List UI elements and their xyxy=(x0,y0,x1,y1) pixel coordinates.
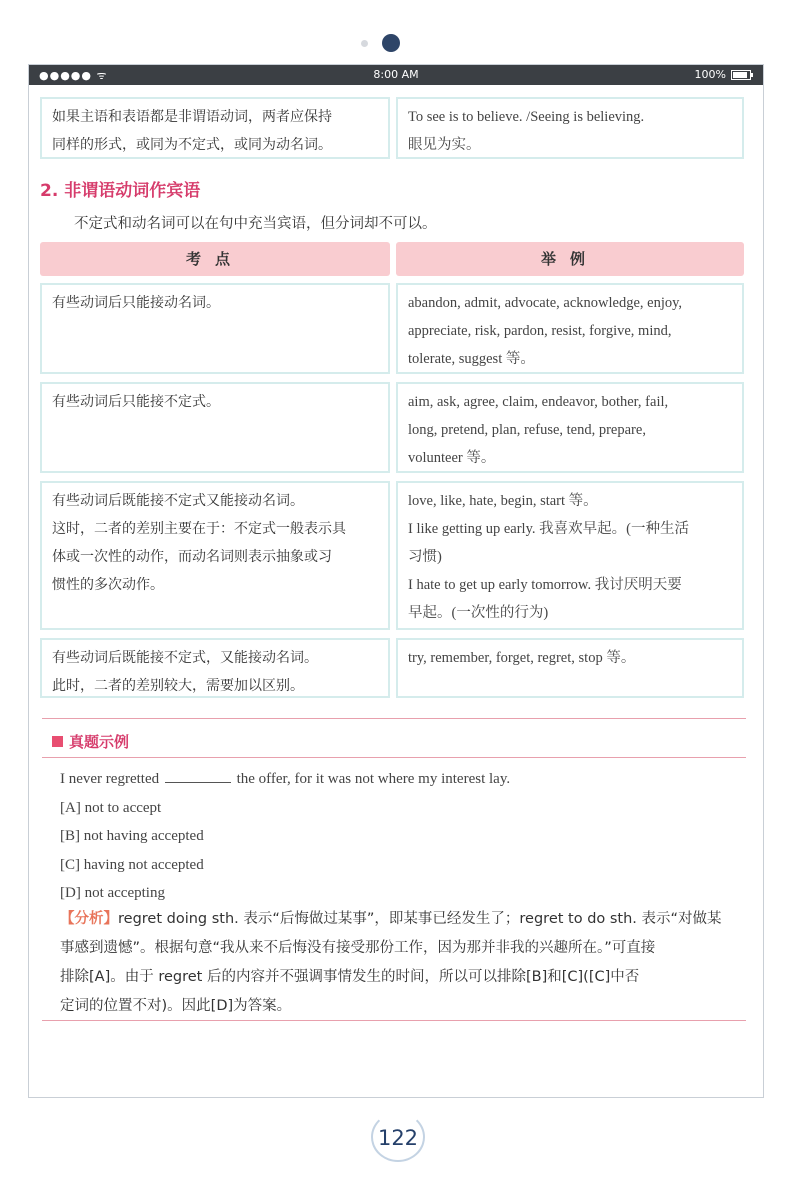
question-part: I never regretted xyxy=(60,771,160,787)
cell-text: 习惯) xyxy=(408,549,442,565)
square-bullet-icon xyxy=(52,736,63,747)
divider-title xyxy=(42,757,746,758)
cell-text: love, like, hate, begin, start 等。 xyxy=(408,493,598,509)
table-row-3-left xyxy=(40,481,390,630)
top-row-left-cell xyxy=(40,97,390,159)
analysis-line xyxy=(60,905,744,934)
cell-text: 如果主语和表语都是非谓语动词，两者应保持 xyxy=(52,109,332,125)
cell-text: 有些动词后只能接动名词。 xyxy=(52,295,220,311)
option-a: [A] not to accept xyxy=(60,799,162,816)
table-row-4-right xyxy=(396,638,744,698)
cell-text: 这时，二者的差别主要在于：不定式一般表示具 xyxy=(52,521,346,537)
analysis-block xyxy=(60,905,744,1021)
status-time: 8:00 AM xyxy=(373,68,419,81)
analysis-line: 事感到遗憾”。根据句意“我从来不后悔没有接受那份工作，因为那并非我的兴趣所在。”可直接 xyxy=(60,940,656,956)
cell-text: 早起。(一次性的行为) xyxy=(408,605,549,621)
cell-text: abandon, admit, advocate, acknowledge, enjoy, xyxy=(408,295,683,311)
table-header-kaodian: 考点 xyxy=(40,242,390,276)
option-d: [D] not accepting xyxy=(60,885,165,901)
signal-wifi-icon: ●●●●● ᯤ xyxy=(39,69,108,82)
cell-text: long, pretend, plan, refuse, tend, prepare, xyxy=(408,422,646,438)
battery-status xyxy=(695,68,751,81)
cell-text: 惯性的多次动作。 xyxy=(52,577,164,593)
section-intro: 不定式和动名词可以在句中充当宾语，但分词却不可以。 xyxy=(74,216,437,232)
cell-text: 体或一次性的动作，而动名词则表示抽象或习 xyxy=(52,549,332,565)
divider-bottom xyxy=(42,1020,746,1021)
table-row-1-left xyxy=(40,283,390,374)
question-block xyxy=(60,765,744,908)
analysis-text: regret doing sth. 表示“后悔做过某事”，即某事已经发生了；regret to do sth. 表示“对做某 xyxy=(118,911,722,927)
battery-icon xyxy=(731,70,751,80)
section-title: 2. 非谓语动词作宾语 xyxy=(40,181,201,201)
table-row-2-right xyxy=(396,382,744,473)
cell-text: I hate to get up early tomorrow. 我讨厌明天要 xyxy=(408,577,682,593)
page-dot-inactive[interactable] xyxy=(361,40,368,47)
question-part: the offer, for it was not where my interest lay. xyxy=(236,771,511,787)
cell-text: To see is to believe. /Seeing is believing. xyxy=(408,109,645,125)
battery-percent: 100% xyxy=(694,68,726,81)
table-row-4-left xyxy=(40,638,390,698)
example-title-text: 真题示例 xyxy=(69,733,130,751)
table-header-example: 举例 xyxy=(396,242,744,276)
page-indicator xyxy=(0,33,800,53)
analysis-tag: 【分析】 xyxy=(60,911,118,927)
cell-text: appreciate, risk, pardon, resist, forgive, mind, xyxy=(408,323,672,339)
page-dot-active[interactable] xyxy=(382,34,400,52)
cell-text: 眼见为实。 xyxy=(408,137,481,153)
cell-text: tolerate, suggest 等。 xyxy=(408,351,535,367)
option-b: [B] not having accepted xyxy=(60,828,204,844)
page-number: 122 xyxy=(371,1112,425,1162)
cell-text: volunteer 等。 xyxy=(408,450,496,466)
question-text xyxy=(60,765,744,794)
cell-text: I like getting up early. 我喜欢早起。(一种生活 xyxy=(408,521,689,537)
cell-text: 有些动词后既能接不定式，又能接动名词。 xyxy=(52,650,318,666)
cell-text: 有些动词后既能接不定式又能接动名词。 xyxy=(52,493,304,509)
analysis-line: 定词的位置不对)。因此[D]为答案。 xyxy=(60,998,292,1014)
cell-text: aim, ask, agree, claim, endeavor, bother, fail, xyxy=(408,394,669,410)
option-c: [C] having not accepted xyxy=(60,856,204,873)
analysis-line: 排除[A]。由于 regret 后的内容并不强调事情发生的时间，所以可以排除[B]和[C]([C]中否 xyxy=(60,969,640,985)
cell-text: 同样的形式，或同为不定式，或同为动名词。 xyxy=(52,137,332,153)
cell-text: 此时，二者的差别较大，需要加以区别。 xyxy=(52,678,304,694)
table-row-1-right xyxy=(396,283,744,374)
table-row-3-right xyxy=(396,481,744,630)
example-title xyxy=(52,731,129,752)
table-row-2-left xyxy=(40,382,390,473)
cell-text: 有些动词后只能接不定式。 xyxy=(52,394,220,410)
answer-blank xyxy=(165,768,231,783)
status-bar xyxy=(29,65,763,85)
top-row-right-cell xyxy=(396,97,744,159)
divider-top xyxy=(42,718,746,719)
cell-text: try, remember, forget, regret, stop 等。 xyxy=(408,650,636,666)
